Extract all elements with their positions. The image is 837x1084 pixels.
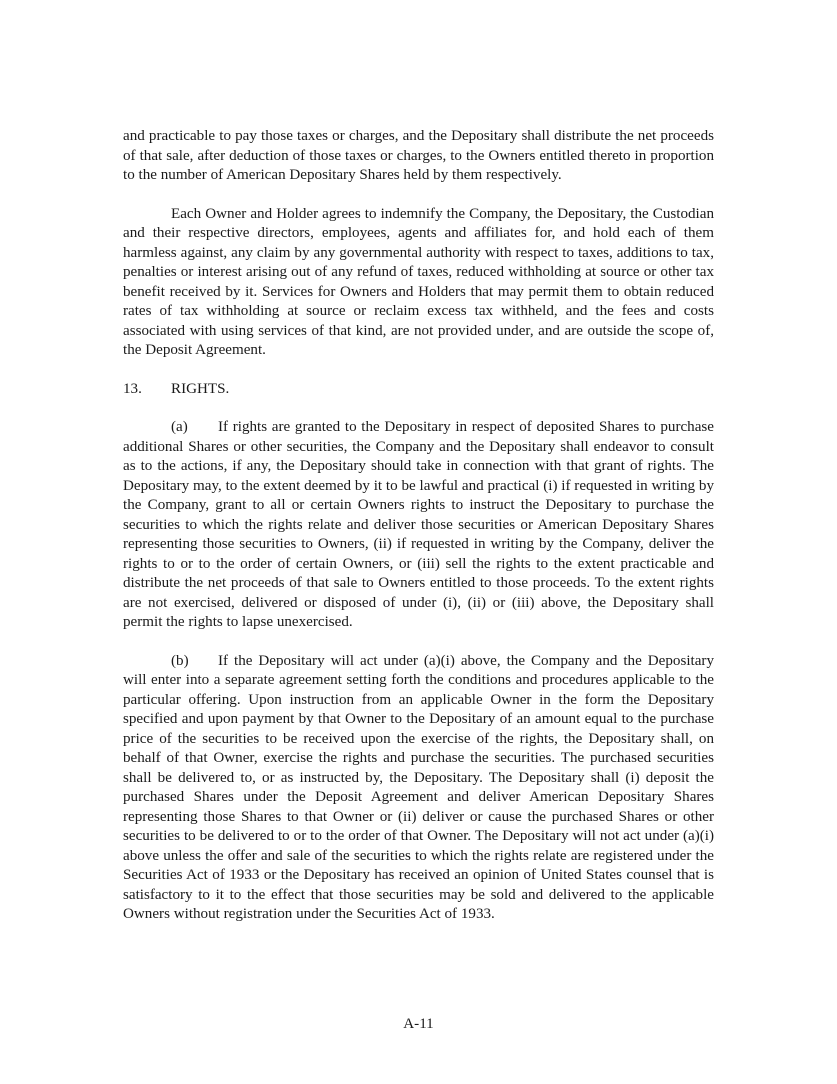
paragraph-indemnify: Each Owner and Holder agrees to indemnify the Company, the Depositary, the Custodian and their respective directors, employees, agents and affiliates for, and hold each of them harmless against, any claim by any governmental authority with respect to taxes, additions to tax, penalties or interest arising out of any refund of taxes, reduced withholding at source or other tax benefit received by it. Services for Owners and Holders that may permit them to obtain reduced rates of tax withholding at source or reclaim excess tax withheld, and the fees and costs associated with using services of that kind, are not provided under, and are outside the scope of, the Deposit Agreement. [123,205,714,358]
clause-text-a: If rights are granted to the Depositary in respect of deposited Shares to purchase additional Shares or other securities, the Company and the Depositary shall endeavor to consult as to the actions, if any, the Depositary should take in connection with that grant of rights. The Depositary may, to the extent deemed by it to be lawful and practical (i) if requested in writing by the Company, grant to all or certain Owners rights to instruct the Depositary to purchase the securities to which the rights relate and deliver those securities or American Depositary Shares representing those securities to Owners, (ii) if requested in writing by the Company, deliver the rights to or to the order of certain Owners, or (iii) sell the rights to the extent practicable and distribute the net proceeds of that sale to Owners entitled to those proceeds. To the extent rights are not exercised, delivered or disposed of under (i), (ii) or (iii) above, the Depositary shall permit the rights to lapse unexercised. [123,419,714,630]
paragraph-rights-a [123,418,714,633]
section-title: RIGHTS. [171,380,230,397]
section-number: 13. [123,380,142,397]
section-heading-rights [123,380,714,400]
page-number: A-11 [403,1016,434,1032]
clause-text-b: If the Depositary will act under (a)(i) above, the Company and the Depositary will enter into a separate agreement setting forth the conditions and procedures applicable to the particular offering. Upon instruction from an applicable Owner in the form the Depositary specified and upon payment by that Owner to the Depositary of an amount equal to the purchase price of the securities to be received upon the exercise of the rights, the Depositary shall, on behalf of that Owner, exercise the rights and purchase the securities. The purchased securities shall be delivered to, or as instructed by, the Depositary. The Depositary shall (i) deposit the purchased Shares under the Deposit Agreement and deliver American Depositary Shares representing those Shares to that Owner or (ii) deliver or cause the purchased Shares or other securities to be delivered to or to the order of that Owner. The Depositary will not act under (a)(i) above unless the offer and sale of the securities to which the rights relate are registered under the Securities Act of 1933 or the Depositary has received an opinion of United States counsel that is satisfactory to it to the effect that those securities may be sold and delivered to the applicable Owners without registration under the Securities Act of 1933. [123,652,714,922]
clause-label-b: (b) [171,652,189,669]
page-body [123,127,714,944]
paragraph-rights-b [123,652,714,925]
paragraph-tax-proceeds: and practicable to pay those taxes or charges, and the Depositary shall distribute the net proceeds of that sale, after deduction of those taxes or charges, to the Owners entitled thereto in proportion to the number of American Depositary Shares held by them respectively. [123,128,714,183]
clause-label-a: (a) [171,419,188,435]
